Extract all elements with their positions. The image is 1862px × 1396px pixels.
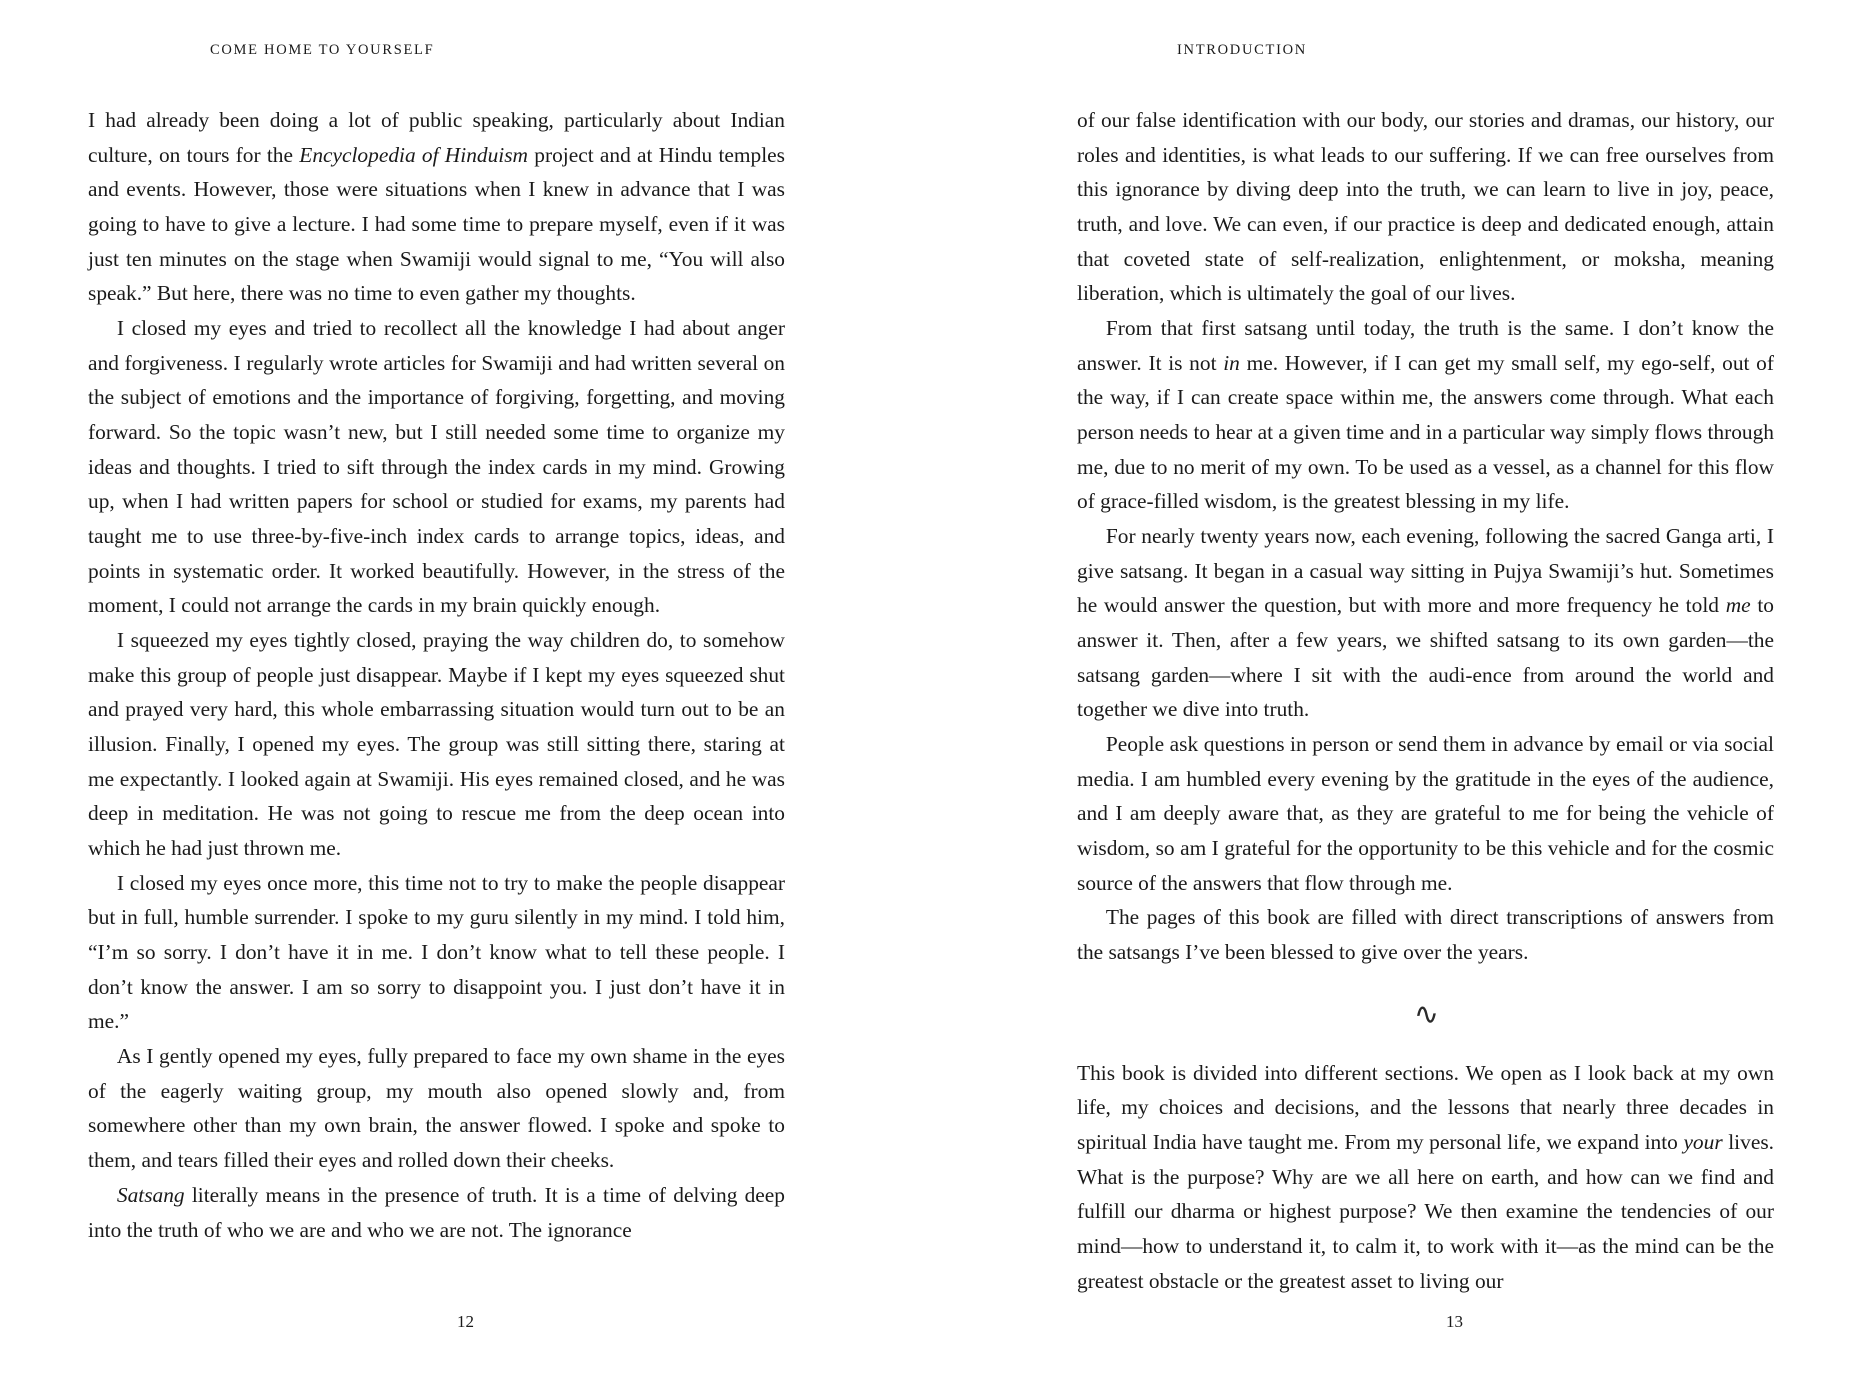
folio-right: 13 [1446, 1312, 1463, 1331]
paragraph: I closed my eyes once more, this time not to try to make the people disappear but in full, humble surrender. I spoke to my guru silently in my mind. I told him, “I’m so sorry. I don’t have it in me. I don’t know what to tell these people. I don’t know the answer. I am so sorry to disappoint you. I just don’t have it in me.” [88, 870, 785, 1034]
running-head-right: INTRODUCTION [1177, 42, 1307, 58]
paragraph: For nearly twenty years now, each evening, following the sacred Ganga arti, I give satsang. It began in a casual way sitting in Pujya Swamiji’s hut. Sometimes he would answer the question, but with more and more frequency he told me to answer it. Then, after a few years, we shifted satsang to its own garden—the satsang garden—where I sit with the audi-ence from around the world and together we dive into truth. [1077, 524, 1774, 722]
paragraph: This book is divided into different sections. We open as I look back at my own life, my choices and decisions, and the lessons that nearly three decades in spiritual India have taught me. From my personal life, we expand into your lives. What is the purpose? Why are we all here on earth, and how can we find and fulfill our dharma or highest purpose? We then examine the tendencies of our mind—how to understand it, to calm it, to work with it—as the mind can be the greatest obstacle or the greatest asset to living our [1077, 1060, 1774, 1293]
paragraph: People ask questions in person or send them in advance by email or via social media. I am humbled every evening by the gratitude in the eyes of the audience, and I am deeply aware that, as they are grateful to me for being the vehicle of wisdom, so am I grateful for the opportunity to be this vehicle and for the cosmic source of the answers that flow through me. [1077, 732, 1774, 895]
body-text-left [88, 103, 785, 1247]
body-text-right-bottom [1077, 1056, 1774, 1299]
running-head-left: COME HOME TO YOURSELF [210, 42, 435, 58]
paragraph: I closed my eyes and tried to recollect all the knowledge I had about anger and forgiveness. I regularly wrote articles for Swamiji and had written several on the subject of emotions and the importance of forgiving, forgetting, and moving forward. So the topic wasn’t new, but I still needed some time to organize my ideas and thoughts. I tried to sift through the index cards in my mind. Growing up, when I had written papers for school or studied for exams, my parents had taught me to use three-by-five-inch index cards to arrange topics, ideas, and points in systematic order. It worked beautifully. However, in the stress of the moment, I could not arrange the cards in my brain quickly enough. [88, 316, 785, 618]
paragraph: I had already been doing a lot of public speaking, particularly about Indian culture, on tours for the Encyclopedia of Hinduism project and at Hindu temples and events. However, those were situations when I knew in advance that I was going to have to give a lecture. I had some time to prepare myself, even if it was just ten minutes on the stage when Swamiji would signal to me, “You will also speak.” But here, there was no time to even gather my thoughts. [88, 108, 785, 306]
paragraph: The pages of this book are filled with direct transcriptions of answers from the satsangs I’ve been blessed to give over the years. [1077, 905, 1774, 965]
paragraph: From that first satsang until today, the truth is the same. I don’t know the answer. It is not in me. However, if I can get my small self, my ego-self, out of the way, if I can create space within me, the answers come through. What each person needs to hear at a given time and in a particular way simply flows through me, due to no merit of my own. To be used as a vessel, as a channel for this flow of grace-filled wisdom, is the greatest blessing in my life. [1077, 316, 1775, 514]
paragraph: As I gently opened my eyes, fully prepared to face my own shame in the eyes of the eagerly waiting group, my mouth also opened slowly and, from somewhere other than my own brain, the answer flowed. I spoke and spoke to them, and tears filled their eyes and rolled down their cheeks. [88, 1044, 785, 1173]
page-right [931, 0, 1862, 1396]
section-ornament: ∿ [1413, 997, 1438, 1031]
folio-left: 12 [457, 1312, 474, 1331]
paragraph: of our false identification with our body, our stories and dramas, our history, our roles and identities, is what leads to our suffering. If we can free ourselves from this ignorance by diving deep into the truth, we can learn to live in joy, peace, truth, and love. We can even, if our practice is deep and dedicated enough, attain that coveted state of self-realization, enlightenment, or moksha, meaning liberation, which is ultimately the goal of our lives. [1077, 108, 1774, 306]
paragraph: I squeezed my eyes tightly closed, praying the way children do, to somehow make this group of people just disappear. Maybe if I kept my eyes squeezed shut and prayed very hard, this whole embarrassing situation would turn out to be an illusion. Finally, I opened my eyes. The group was still sitting there, staring at me expectantly. I looked again at Swamiji. His eyes remained closed, and he was deep in meditation. He was not going to rescue me from the deep ocean into which he had just thrown me. [88, 628, 785, 861]
paragraph: Satsang literally means in the presence of truth. It is a time of delving deep into the truth of who we are and who we are not. The ignorance [88, 1182, 785, 1242]
body-text-right-top [1077, 103, 1774, 970]
